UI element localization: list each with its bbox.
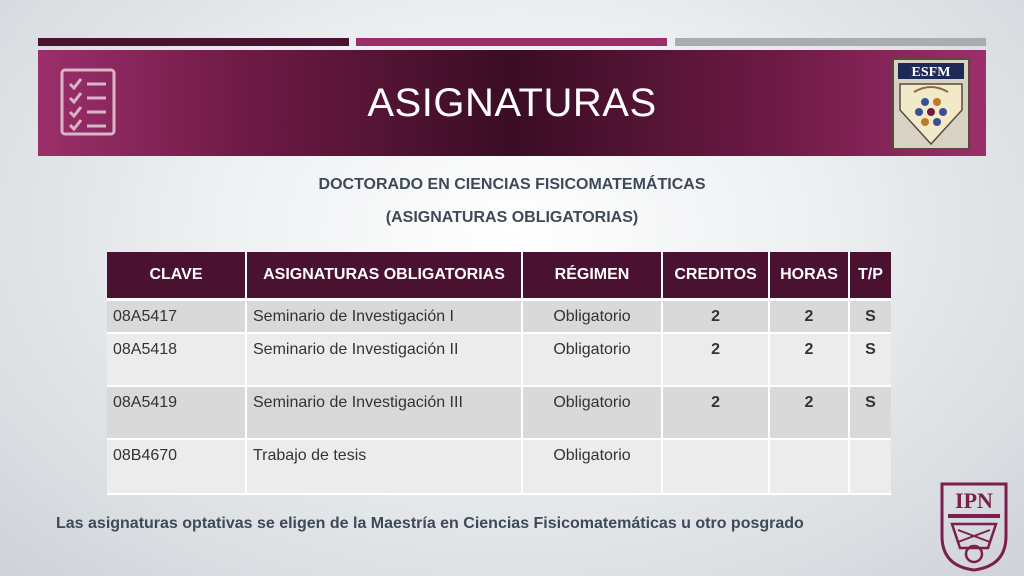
top-decor-bars <box>38 38 986 46</box>
cell-regimen: Obligatorio <box>522 300 662 334</box>
cell-clave: 08A5418 <box>107 333 246 386</box>
decor-bar-dark <box>38 38 349 46</box>
cell-regimen: Obligatorio <box>522 439 662 494</box>
header-clave: CLAVE <box>107 252 246 300</box>
cell-tp: S <box>849 386 891 439</box>
cell-regimen: Obligatorio <box>522 333 662 386</box>
cell-creditos: 2 <box>662 300 769 334</box>
page-title: ASIGNATURAS <box>367 80 657 125</box>
header-regimen: RÉGIMEN <box>522 252 662 300</box>
cell-regimen: Obligatorio <box>522 386 662 439</box>
program-name: DOCTORADO EN CIENCIAS FISICOMATEMÁTICAS <box>318 176 706 193</box>
decor-bar-gray <box>675 38 986 46</box>
header-horas: HORAS <box>769 252 849 300</box>
decor-bar-magenta <box>356 38 667 46</box>
cell-creditos: 2 <box>662 333 769 386</box>
ipn-logo <box>938 478 1010 572</box>
program-subtitle: (ASIGNATURAS OBLIGATORIAS) <box>385 209 639 226</box>
cell-clave: 08A5419 <box>107 386 246 439</box>
header-creditos: CREDITOS <box>662 252 769 300</box>
cell-asignatura: Seminario de Investigación II <box>246 333 522 386</box>
cell-clave: 08B4670 <box>107 439 246 494</box>
table-row <box>107 300 891 334</box>
cell-tp <box>849 439 891 494</box>
cell-clave: 08A5417 <box>107 300 246 334</box>
cell-creditos: 2 <box>662 386 769 439</box>
title-banner <box>38 50 986 156</box>
header-asignaturas: ASIGNATURAS OBLIGATORIAS <box>246 252 522 300</box>
table-row <box>107 439 891 494</box>
subjects-table <box>107 252 891 495</box>
ipn-logo-text: IPN <box>955 488 993 513</box>
cell-horas: 2 <box>769 333 849 386</box>
cell-tp: S <box>849 300 891 334</box>
cell-horas: 2 <box>769 386 849 439</box>
table-row <box>107 386 891 439</box>
cell-asignatura: Seminario de Investigación III <box>246 386 522 439</box>
cell-asignatura: Trabajo de tesis <box>246 439 522 494</box>
esfm-logo <box>892 58 970 150</box>
cell-horas <box>769 439 849 494</box>
cell-tp: S <box>849 333 891 386</box>
table-header-row <box>107 252 891 300</box>
table-row <box>107 333 891 386</box>
footer-note: Las asignaturas optativas se eligen de la Maestría en Ciencias Fisicomatemáticas u otro posgrado <box>56 515 804 532</box>
header-tp: T/P <box>849 252 891 300</box>
cell-creditos <box>662 439 769 494</box>
esfm-logo-text: ESFM <box>911 65 951 80</box>
cell-horas: 2 <box>769 300 849 334</box>
cell-asignatura: Seminario de Investigación I <box>246 300 522 334</box>
